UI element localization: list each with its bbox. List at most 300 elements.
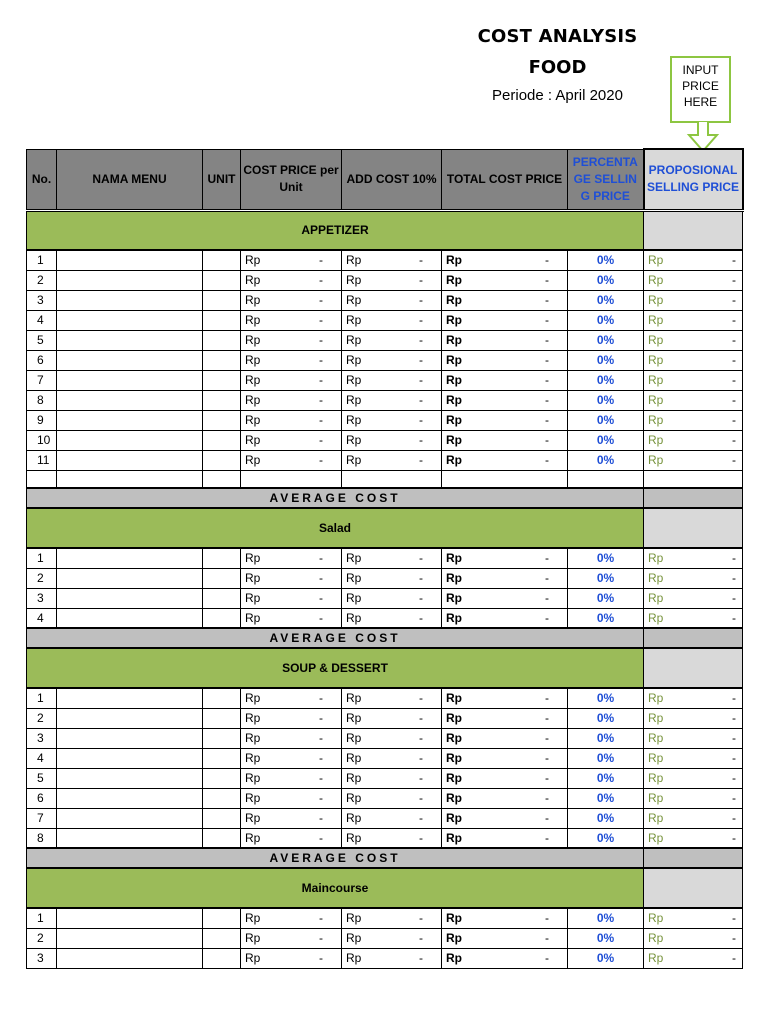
currency-label: Rp — [346, 253, 362, 268]
percentage-cell: 0% — [568, 568, 644, 588]
unit-cell[interactable] — [203, 788, 241, 808]
add-cost-cell[interactable] — [342, 310, 442, 330]
report-subtitle: FOOD — [528, 57, 587, 78]
table-row — [27, 588, 743, 608]
add-cost-cell[interactable] — [342, 588, 442, 608]
row-number: 11 — [27, 450, 57, 470]
unit-cell[interactable] — [203, 370, 241, 390]
cost-table — [26, 148, 744, 969]
currency-label: Rp — [648, 711, 664, 725]
percentage-cell: 0% — [568, 370, 644, 390]
unit-cell[interactable] — [203, 290, 241, 310]
row-number: 4 — [27, 608, 57, 628]
unit-cell[interactable] — [203, 608, 241, 628]
cost-price-cell[interactable] — [241, 908, 342, 928]
selling-price-cell[interactable] — [644, 270, 743, 290]
empty-value: - — [419, 253, 423, 268]
currency-label: Rp — [346, 273, 362, 287]
selling-price-cell[interactable] — [644, 430, 743, 450]
unit-cell[interactable] — [203, 928, 241, 948]
category-name: Salad — [27, 508, 644, 548]
unit-cell[interactable] — [203, 410, 241, 430]
table-row — [27, 568, 743, 588]
currency-label: Rp — [346, 373, 362, 387]
currency-label: Rp — [346, 911, 362, 926]
col-menu: NAMA MENU — [57, 149, 203, 210]
menu-name-cell[interactable] — [57, 748, 203, 768]
currency-label: Rp — [245, 333, 261, 347]
unit-cell[interactable] — [203, 948, 241, 968]
menu-name-cell[interactable] — [57, 708, 203, 728]
currency-label: Rp — [346, 931, 362, 945]
selling-price-cell[interactable] — [644, 928, 743, 948]
selling-price-cell[interactable] — [644, 728, 743, 748]
add-cost-cell[interactable] — [342, 568, 442, 588]
cost-price-cell[interactable] — [241, 828, 342, 848]
total-cost-cell[interactable] — [442, 588, 568, 608]
cost-price-cell[interactable] — [241, 390, 342, 410]
table-row — [27, 728, 743, 748]
selling-price-cell[interactable] — [644, 688, 743, 708]
add-cost-cell[interactable] — [342, 908, 442, 928]
unit-cell[interactable] — [203, 350, 241, 370]
empty-value: - — [419, 373, 423, 387]
empty-value: - — [545, 353, 549, 367]
cost-price-cell[interactable] — [241, 588, 342, 608]
menu-name-cell[interactable] — [57, 688, 203, 708]
row-number: 2 — [27, 708, 57, 728]
currency-label: Rp — [648, 453, 664, 467]
unit-cell[interactable] — [203, 588, 241, 608]
currency-label: Rp — [245, 771, 261, 785]
add-cost-cell[interactable] — [342, 410, 442, 430]
unit-cell[interactable] — [203, 728, 241, 748]
add-cost-cell[interactable] — [342, 250, 442, 270]
add-cost-cell[interactable] — [342, 808, 442, 828]
total-cost-cell[interactable] — [442, 768, 568, 788]
empty-value: - — [419, 951, 423, 965]
total-cost-cell[interactable] — [442, 568, 568, 588]
add-cost-cell[interactable] — [342, 708, 442, 728]
col-total-cost: TOTAL COST PRICE — [442, 149, 568, 210]
table-row — [27, 548, 743, 568]
total-cost-cell[interactable] — [442, 290, 568, 310]
empty-value: - — [319, 731, 323, 745]
callout-line: PRICE — [682, 79, 719, 93]
empty-value: - — [732, 830, 736, 845]
empty-value: - — [732, 691, 736, 706]
currency-label: Rp — [446, 791, 462, 805]
cost-price-cell[interactable] — [241, 350, 342, 370]
menu-name-cell[interactable] — [57, 588, 203, 608]
cost-price-cell[interactable] — [241, 290, 342, 310]
empty-value: - — [732, 293, 736, 307]
cost-price-cell[interactable] — [241, 330, 342, 350]
menu-name-cell[interactable] — [57, 290, 203, 310]
cost-price-cell[interactable] — [241, 270, 342, 290]
empty-value: - — [419, 771, 423, 785]
total-cost-cell[interactable] — [442, 608, 568, 628]
currency-label: Rp — [245, 253, 261, 268]
empty-value: - — [545, 313, 549, 327]
currency-label: Rp — [446, 571, 462, 585]
empty-value: - — [419, 413, 423, 427]
report-period: Periode : April 2020 — [492, 87, 623, 104]
menu-name-cell[interactable] — [57, 768, 203, 788]
currency-label: Rp — [346, 711, 362, 725]
add-cost-cell[interactable] — [342, 728, 442, 748]
percentage-cell: 0% — [568, 908, 644, 928]
percentage-cell: 0% — [568, 270, 644, 290]
currency-label: Rp — [648, 313, 664, 327]
currency-label: Rp — [346, 951, 362, 965]
total-cost-cell[interactable] — [442, 828, 568, 848]
currency-label: Rp — [346, 293, 362, 307]
add-cost-cell[interactable] — [342, 290, 442, 310]
category-row — [27, 210, 743, 250]
menu-name-cell[interactable] — [57, 568, 203, 588]
row-number: 10 — [27, 430, 57, 450]
selling-price-cell[interactable] — [644, 768, 743, 788]
currency-label: Rp — [446, 293, 462, 307]
cost-price-cell[interactable] — [241, 568, 342, 588]
total-cost-cell[interactable] — [442, 410, 568, 430]
total-cost-cell[interactable] — [442, 330, 568, 350]
selling-price-cell[interactable] — [644, 310, 743, 330]
menu-name-cell[interactable] — [57, 728, 203, 748]
selling-price-cell[interactable] — [644, 250, 743, 270]
total-cost-cell[interactable] — [442, 270, 568, 290]
selling-price-cell[interactable] — [644, 450, 743, 470]
empty-value: - — [419, 751, 423, 765]
total-cost-cell[interactable] — [442, 350, 568, 370]
percentage-cell: 0% — [568, 828, 644, 848]
total-cost-cell[interactable] — [442, 370, 568, 390]
row-number: 3 — [27, 290, 57, 310]
empty-value: - — [419, 610, 423, 625]
selling-price-cell[interactable] — [644, 788, 743, 808]
total-cost-cell[interactable] — [442, 390, 568, 410]
cost-price-cell[interactable] — [241, 430, 342, 450]
empty-value: - — [732, 313, 736, 327]
cost-price-cell[interactable] — [241, 450, 342, 470]
total-cost-cell[interactable] — [442, 748, 568, 768]
empty-value: - — [319, 273, 323, 287]
currency-label: Rp — [245, 751, 261, 765]
currency-label: Rp — [346, 393, 362, 407]
currency-label: Rp — [648, 433, 664, 447]
currency-label: Rp — [648, 571, 664, 585]
percentage-cell: 0% — [568, 708, 644, 728]
total-cost-cell[interactable] — [442, 908, 568, 928]
menu-name-cell[interactable] — [57, 250, 203, 270]
table-row — [27, 410, 743, 430]
average-cost-label: AVERAGE COST — [27, 848, 644, 868]
menu-name-cell[interactable] — [57, 370, 203, 390]
menu-name-cell[interactable] — [57, 908, 203, 928]
menu-name-cell[interactable] — [57, 390, 203, 410]
total-cost-cell[interactable] — [442, 430, 568, 450]
empty-value: - — [732, 571, 736, 585]
unit-cell[interactable] — [203, 390, 241, 410]
currency-label: Rp — [346, 313, 362, 327]
row-number: 2 — [27, 270, 57, 290]
total-cost-cell[interactable] — [442, 788, 568, 808]
menu-name-cell[interactable] — [57, 270, 203, 290]
table-row — [27, 290, 743, 310]
currency-label: Rp — [648, 691, 664, 706]
currency-label: Rp — [346, 551, 362, 566]
selling-price-cell[interactable] — [644, 608, 743, 628]
add-cost-cell[interactable] — [342, 350, 442, 370]
empty-value: - — [732, 951, 736, 965]
add-cost-cell[interactable] — [342, 688, 442, 708]
currency-label: Rp — [245, 830, 261, 845]
total-cost-cell[interactable] — [442, 250, 568, 270]
row-number: 1 — [27, 548, 57, 568]
empty-value: - — [545, 333, 549, 347]
add-cost-cell[interactable] — [342, 748, 442, 768]
currency-label: Rp — [446, 751, 462, 765]
add-cost-cell[interactable] — [342, 948, 442, 968]
selling-price-cell[interactable] — [644, 350, 743, 370]
cost-price-cell[interactable] — [241, 788, 342, 808]
empty-value: - — [419, 571, 423, 585]
selling-price-cell[interactable] — [644, 370, 743, 390]
total-cost-cell[interactable] — [442, 928, 568, 948]
category-row — [27, 508, 743, 548]
currency-label: Rp — [648, 373, 664, 387]
currency-label: Rp — [245, 711, 261, 725]
empty-value: - — [545, 413, 549, 427]
currency-label: Rp — [446, 253, 462, 268]
menu-name-cell[interactable] — [57, 828, 203, 848]
currency-label: Rp — [346, 571, 362, 585]
cost-price-cell[interactable] — [241, 808, 342, 828]
cost-price-cell[interactable] — [241, 948, 342, 968]
currency-label: Rp — [346, 830, 362, 845]
unit-cell[interactable] — [203, 828, 241, 848]
total-cost-cell[interactable] — [442, 688, 568, 708]
add-cost-cell[interactable] — [342, 270, 442, 290]
selling-price-cell[interactable] — [644, 410, 743, 430]
empty-value: - — [319, 751, 323, 765]
selling-price-cell[interactable] — [644, 588, 743, 608]
row-number: 1 — [27, 908, 57, 928]
table-row — [27, 430, 743, 450]
selling-price-cell[interactable] — [644, 290, 743, 310]
selling-price-cell[interactable] — [644, 330, 743, 350]
empty-value: - — [419, 711, 423, 725]
unit-cell[interactable] — [203, 688, 241, 708]
cost-price-cell[interactable] — [241, 708, 342, 728]
percentage-cell: 0% — [568, 430, 644, 450]
empty-value: - — [419, 931, 423, 945]
currency-label: Rp — [245, 373, 261, 387]
menu-name-cell[interactable] — [57, 350, 203, 370]
empty-value: - — [419, 551, 423, 566]
empty-value: - — [545, 731, 549, 745]
menu-name-cell[interactable] — [57, 948, 203, 968]
add-cost-cell[interactable] — [342, 768, 442, 788]
empty-value: - — [732, 711, 736, 725]
menu-name-cell[interactable] — [57, 330, 203, 350]
currency-label: Rp — [245, 931, 261, 945]
cost-price-cell[interactable] — [241, 250, 342, 270]
selling-price-cell[interactable] — [644, 748, 743, 768]
table-row — [27, 330, 743, 350]
currency-label: Rp — [245, 551, 261, 566]
cost-price-cell[interactable] — [241, 608, 342, 628]
currency-label: Rp — [446, 413, 462, 427]
add-cost-cell[interactable] — [342, 548, 442, 568]
currency-label: Rp — [446, 551, 462, 566]
currency-label: Rp — [446, 711, 462, 725]
empty-value: - — [319, 253, 323, 268]
empty-value: - — [545, 691, 549, 706]
unit-cell[interactable] — [203, 808, 241, 828]
currency-label: Rp — [648, 791, 664, 805]
currency-label: Rp — [446, 433, 462, 447]
unit-cell[interactable] — [203, 568, 241, 588]
unit-cell[interactable] — [203, 270, 241, 290]
unit-cell[interactable] — [203, 768, 241, 788]
percentage-cell: 0% — [568, 808, 644, 828]
menu-name-cell[interactable] — [57, 310, 203, 330]
selling-price-cell[interactable] — [644, 708, 743, 728]
currency-label: Rp — [346, 353, 362, 367]
cost-price-cell[interactable] — [241, 410, 342, 430]
total-cost-cell[interactable] — [442, 450, 568, 470]
row-number: 2 — [27, 568, 57, 588]
empty-value: - — [319, 571, 323, 585]
add-cost-cell[interactable] — [342, 450, 442, 470]
percentage-cell: 0% — [568, 928, 644, 948]
selling-price-cell[interactable] — [644, 548, 743, 568]
empty-value: - — [545, 453, 549, 467]
cost-price-cell[interactable] — [241, 310, 342, 330]
empty-value: - — [419, 453, 423, 467]
add-cost-cell[interactable] — [342, 928, 442, 948]
table-row — [27, 270, 743, 290]
total-cost-cell[interactable] — [442, 808, 568, 828]
menu-name-cell[interactable] — [57, 608, 203, 628]
cost-price-cell[interactable] — [241, 768, 342, 788]
add-cost-cell[interactable] — [342, 390, 442, 410]
add-cost-cell[interactable] — [342, 608, 442, 628]
menu-name-cell[interactable] — [57, 410, 203, 430]
col-unit: UNIT — [203, 149, 241, 210]
cost-price-cell[interactable] — [241, 548, 342, 568]
empty-value: - — [545, 911, 549, 926]
unit-cell[interactable] — [203, 250, 241, 270]
unit-cell[interactable] — [203, 450, 241, 470]
unit-cell[interactable] — [203, 908, 241, 928]
empty-value: - — [319, 453, 323, 467]
menu-name-cell[interactable] — [57, 430, 203, 450]
percentage-cell: 0% — [568, 768, 644, 788]
percentage-cell: 0% — [568, 250, 644, 270]
total-cost-cell[interactable] — [442, 948, 568, 968]
total-cost-cell[interactable] — [442, 728, 568, 748]
blank-cell — [644, 470, 743, 488]
selling-price-cell[interactable] — [644, 390, 743, 410]
empty-value: - — [732, 811, 736, 825]
cost-price-cell[interactable] — [241, 370, 342, 390]
empty-value: - — [319, 931, 323, 945]
cost-price-cell[interactable] — [241, 688, 342, 708]
selling-price-cell[interactable] — [644, 808, 743, 828]
blank-cell — [27, 470, 57, 488]
empty-value: - — [732, 931, 736, 945]
currency-label: Rp — [446, 951, 462, 965]
empty-value: - — [732, 751, 736, 765]
cost-price-cell[interactable] — [241, 748, 342, 768]
currency-label: Rp — [446, 313, 462, 327]
currency-label: Rp — [648, 931, 664, 945]
total-cost-cell[interactable] — [442, 310, 568, 330]
total-cost-cell[interactable] — [442, 548, 568, 568]
report-title: COST ANALYSIS — [477, 26, 638, 47]
add-cost-cell[interactable] — [342, 430, 442, 450]
cost-price-cell[interactable] — [241, 928, 342, 948]
row-number: 1 — [27, 250, 57, 270]
percentage-cell: 0% — [568, 330, 644, 350]
selling-price-cell[interactable] — [644, 908, 743, 928]
empty-value: - — [319, 811, 323, 825]
total-cost-cell[interactable] — [442, 708, 568, 728]
empty-value: - — [732, 373, 736, 387]
currency-label: Rp — [446, 610, 462, 625]
empty-value: - — [545, 931, 549, 945]
unit-cell[interactable] — [203, 748, 241, 768]
column-header-row — [27, 149, 743, 210]
currency-label: Rp — [245, 731, 261, 745]
unit-cell[interactable] — [203, 330, 241, 350]
currency-label: Rp — [648, 393, 664, 407]
unit-cell[interactable] — [203, 548, 241, 568]
add-cost-cell[interactable] — [342, 828, 442, 848]
empty-value: - — [319, 313, 323, 327]
add-cost-cell[interactable] — [342, 370, 442, 390]
empty-value: - — [732, 273, 736, 287]
menu-name-cell[interactable] — [57, 548, 203, 568]
selling-price-cell[interactable] — [644, 828, 743, 848]
selling-price-cell[interactable] — [644, 948, 743, 968]
table-row — [27, 688, 743, 708]
menu-name-cell[interactable] — [57, 788, 203, 808]
empty-value: - — [419, 811, 423, 825]
menu-name-cell[interactable] — [57, 808, 203, 828]
unit-cell[interactable] — [203, 430, 241, 450]
currency-label: Rp — [346, 751, 362, 765]
selling-price-cell[interactable] — [644, 568, 743, 588]
currency-label: Rp — [346, 433, 362, 447]
col-proposional: PROPOSIONAL SELLING PRICE — [644, 149, 743, 210]
unit-cell[interactable] — [203, 310, 241, 330]
menu-name-cell[interactable] — [57, 928, 203, 948]
currency-label: Rp — [245, 571, 261, 585]
add-cost-cell[interactable] — [342, 788, 442, 808]
average-cost-label: AVERAGE COST — [27, 628, 644, 648]
empty-value: - — [319, 293, 323, 307]
unit-cell[interactable] — [203, 708, 241, 728]
currency-label: Rp — [245, 591, 261, 605]
menu-name-cell[interactable] — [57, 450, 203, 470]
currency-label: Rp — [446, 273, 462, 287]
add-cost-cell[interactable] — [342, 330, 442, 350]
cost-price-cell[interactable] — [241, 728, 342, 748]
